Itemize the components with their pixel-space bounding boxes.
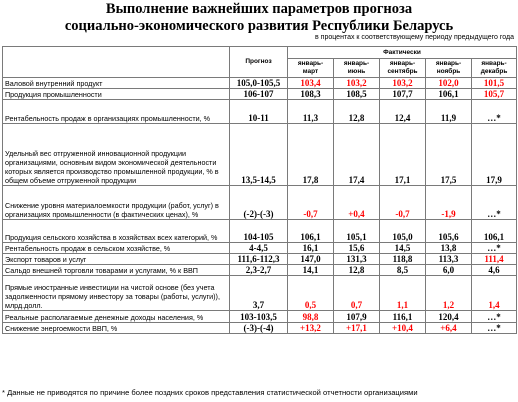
actual-value: +13,2	[288, 323, 334, 334]
actual-value: 12,8	[334, 100, 380, 124]
actual-value: 0,7	[334, 276, 380, 311]
actual-value: +17,1	[334, 323, 380, 334]
header-period: январь- сентябрь	[380, 59, 426, 78]
actual-value: 14,1	[288, 265, 334, 276]
actual-value: 4,6	[472, 265, 517, 276]
units-note: в процентах к соответствующему периоду предыдущего года	[315, 34, 514, 41]
header-period: январь- март	[288, 59, 334, 78]
indicator-label: Экспорт товаров и услуг	[3, 254, 230, 265]
actual-value: 105,6	[426, 220, 472, 243]
table-row	[3, 323, 517, 334]
actual-value: 17,1	[380, 124, 426, 186]
table-row	[3, 254, 517, 265]
forecast-value: 3,7	[230, 276, 288, 311]
actual-value: 105,0	[380, 220, 426, 243]
actual-value: 106,1	[288, 220, 334, 243]
actual-value: 105,7	[472, 89, 517, 100]
actual-value: 15,6	[334, 243, 380, 254]
actual-value: …*	[472, 311, 517, 323]
actual-value: 16,1	[288, 243, 334, 254]
actual-value: 12,8	[334, 265, 380, 276]
forecast-value: 111,6-112,3	[230, 254, 288, 265]
actual-value: 1,2	[426, 276, 472, 311]
actual-value: 98,8	[288, 311, 334, 323]
forecast-value: (-3)-(-4)	[230, 323, 288, 334]
indicator-label: Реальные располагаемые денежные доходы населения, %	[3, 311, 230, 323]
table-row	[3, 220, 517, 243]
header-period: январь- ноябрь	[426, 59, 472, 78]
actual-value: 111,4	[472, 254, 517, 265]
indicator-label: Удельный вес отгруженной инновационной продукции организациями, основным видом экономической деятельности которых является производство промышленной продукции, % в общем объеме отгруженной продукции	[3, 124, 230, 186]
actual-value: 131,3	[334, 254, 380, 265]
table-row	[3, 265, 517, 276]
actual-value: -1,9	[426, 186, 472, 220]
table-row	[3, 243, 517, 254]
table-row	[3, 78, 517, 89]
actual-value: +6,4	[426, 323, 472, 334]
actual-value: 17,8	[288, 124, 334, 186]
indicator-label: Рентабельность продаж в сельском хозяйстве, %	[3, 243, 230, 254]
actual-value: 102,0	[426, 78, 472, 89]
table-row	[3, 186, 517, 220]
forecast-value: (-2)-(-3)	[230, 186, 288, 220]
actual-value: 0,5	[288, 276, 334, 311]
header-actual: Фактически	[288, 47, 517, 59]
actual-value: 17,4	[334, 124, 380, 186]
indicator-label: Продукция промышленности	[3, 89, 230, 100]
forecast-value: 104-105	[230, 220, 288, 243]
table-row	[3, 311, 517, 323]
forecast-value: 4-4,5	[230, 243, 288, 254]
title-line-1: Выполнение важнейших параметров прогноза	[105, 1, 413, 17]
actual-value: …*	[472, 243, 517, 254]
indicator-label: Рентабельность продаж в организациях промышленности, %	[3, 100, 230, 124]
actual-value: 14,5	[380, 243, 426, 254]
forecast-value: 10-11	[230, 100, 288, 124]
actual-value: 105,1	[334, 220, 380, 243]
forecast-value: 105,0-105,5	[230, 78, 288, 89]
actual-value: 17,5	[426, 124, 472, 186]
footnote: * Данные не приводятся по причине более поздних сроков представления статистической отчетности организациями	[2, 388, 418, 397]
actual-value: 108,3	[288, 89, 334, 100]
actual-value: …*	[472, 186, 517, 220]
actual-value: 116,1	[380, 311, 426, 323]
actual-value: 1,4	[472, 276, 517, 311]
indicator-label: Продукция сельского хозяйства в хозяйствах всех категорий, %	[3, 220, 230, 243]
page-title	[0, 0, 518, 35]
actual-value: 106,1	[426, 89, 472, 100]
header-period: январь- июнь	[334, 59, 380, 78]
actual-value: +0,4	[334, 186, 380, 220]
actual-value: 107,9	[334, 311, 380, 323]
indicator-label: Сальдо внешней торговли товарами и услугами, % к ВВП	[3, 265, 230, 276]
indicators-table	[2, 46, 517, 334]
forecast-value: 2,3-2,7	[230, 265, 288, 276]
actual-value: +10,4	[380, 323, 426, 334]
forecast-value: 103-103,5	[230, 311, 288, 323]
actual-value: …*	[472, 100, 517, 124]
actual-value: 108,5	[334, 89, 380, 100]
table-row	[3, 276, 517, 311]
actual-value: 8,5	[380, 265, 426, 276]
actual-value: 6,0	[426, 265, 472, 276]
actual-value: 107,7	[380, 89, 426, 100]
actual-value: …*	[472, 323, 517, 334]
indicator-label: Снижение уровня материалоемкости продукции (работ, услуг) в организациях промышленности (в фактических ценах), %	[3, 186, 230, 220]
actual-value: 11,9	[426, 100, 472, 124]
header-indicator	[3, 47, 230, 78]
forecast-value: 13,5-14,5	[230, 124, 288, 186]
indicator-label: Снижение энергоемкости ВВП, %	[3, 323, 230, 334]
actual-value: 118,8	[380, 254, 426, 265]
actual-value: 103,2	[334, 78, 380, 89]
title-line-2: социально-экономического развития Республики Беларусь	[64, 18, 454, 34]
actual-value: 106,1	[472, 220, 517, 243]
actual-value: 17,9	[472, 124, 517, 186]
indicator-label: Прямые иностранные инвестиции на чистой основе (без учета задолженности прямому инвестору за товары (работы, услуги)), млрд.долл.	[3, 276, 230, 311]
header-forecast: Прогноз	[230, 47, 288, 78]
header-period: январь- декабрь	[472, 59, 517, 78]
actual-value: 11,3	[288, 100, 334, 124]
table-row	[3, 124, 517, 186]
actual-value: -0,7	[288, 186, 334, 220]
indicator-label: Валовой внутренний продукт	[3, 78, 230, 89]
actual-value: 101,5	[472, 78, 517, 89]
actual-value: 147,0	[288, 254, 334, 265]
actual-value: 12,4	[380, 100, 426, 124]
forecast-value: 106-107	[230, 89, 288, 100]
actual-value: -0,7	[380, 186, 426, 220]
actual-value: 103,2	[380, 78, 426, 89]
actual-value: 13,8	[426, 243, 472, 254]
table-row	[3, 100, 517, 124]
actual-value: 1,1	[380, 276, 426, 311]
actual-value: 120,4	[426, 311, 472, 323]
actual-value: 113,3	[426, 254, 472, 265]
table-row	[3, 89, 517, 100]
actual-value: 103,4	[288, 78, 334, 89]
